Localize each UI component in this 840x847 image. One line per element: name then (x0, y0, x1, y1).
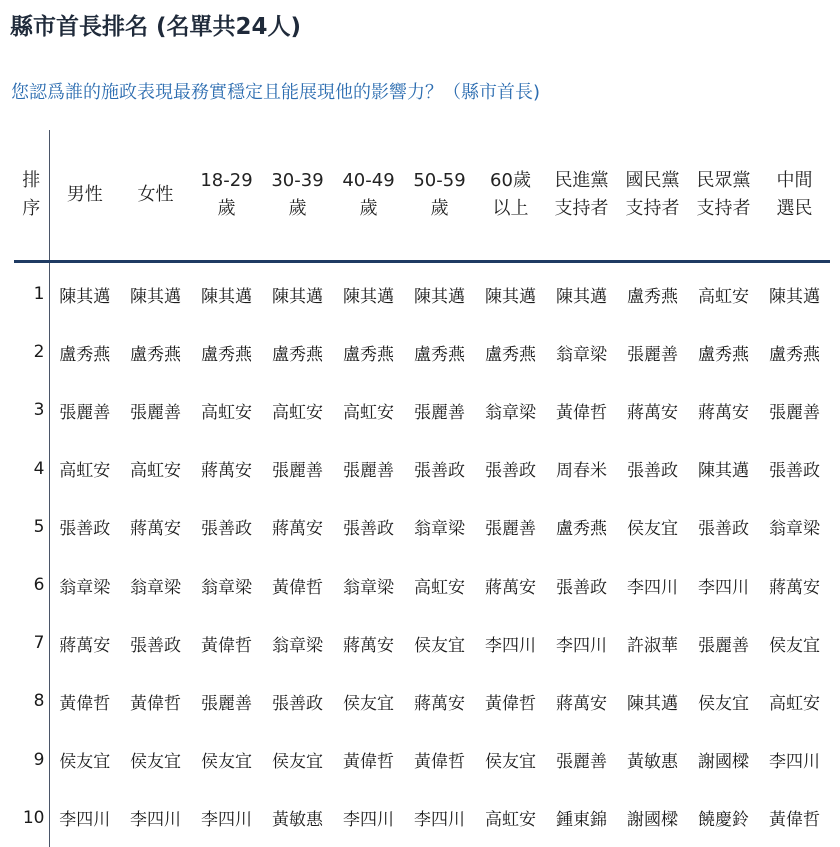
header-line: 60歲 (490, 170, 531, 191)
name-cell: 張麗善 (59, 402, 111, 423)
name-cell: 高虹安 (414, 577, 465, 598)
name-cell: 張善政 (59, 519, 111, 540)
rank-column-header (14, 130, 49, 262)
name-cell: 侯友宜 (272, 752, 323, 773)
column-header (759, 130, 830, 262)
name-cell: 侯友宜 (201, 752, 252, 773)
header-line: 女性 (137, 184, 174, 205)
name-cell: 李四川 (59, 810, 111, 831)
name-cell: 黃偉哲 (201, 635, 252, 656)
name-cell: 張麗善 (201, 693, 252, 714)
name-cell: 黃偉哲 (343, 752, 394, 773)
name-cell: 張麗善 (698, 635, 749, 656)
header-line: 國民黨 (625, 170, 680, 191)
rank-number: 9 (14, 731, 49, 789)
name-cell: 蔣萬安 (343, 635, 394, 656)
rank-number: 5 (14, 498, 49, 556)
name-cell: 李四川 (698, 577, 749, 598)
name-cell: 陳其邁 (556, 286, 607, 307)
header-line: 50-59 (413, 170, 466, 191)
name-cell: 陳其邁 (59, 286, 111, 307)
name-cell: 侯友宜 (627, 519, 678, 540)
rank-number: 4 (14, 440, 49, 498)
name-cell: 周春米 (556, 461, 607, 482)
name-cell: 黃偉哲 (272, 577, 323, 598)
column-header (617, 130, 688, 262)
column-header (688, 130, 759, 262)
name-cell: 陳其邁 (698, 461, 749, 482)
name-cell: 許淑華 (627, 635, 678, 656)
header-line: 中間 (776, 170, 813, 191)
name-cell: 謝國樑 (698, 752, 749, 773)
name-cell: 高虹安 (59, 461, 111, 482)
table-body (14, 262, 830, 847)
rank-number: 10 (14, 789, 49, 847)
name-cell: 黃敏惠 (627, 752, 678, 773)
name-cell: 張善政 (769, 461, 820, 482)
name-cell: 李四川 (414, 810, 465, 831)
header-line: 30-39 (271, 170, 324, 191)
name-cell: 張善政 (414, 461, 465, 482)
rank-number: 3 (14, 381, 49, 439)
name-cell: 李四川 (201, 810, 252, 831)
column-header (262, 130, 333, 262)
rank-number: 7 (14, 614, 49, 672)
name-cell: 蔣萬安 (627, 402, 678, 423)
name-cell: 張麗善 (130, 402, 181, 423)
column-header (49, 130, 120, 262)
name-cell: 侯友宜 (414, 635, 465, 656)
page-title: 縣市首長排名 (名單共24人) (10, 14, 302, 40)
column-header (475, 130, 546, 262)
name-cell: 侯友宜 (485, 752, 536, 773)
name-cell: 高虹安 (698, 286, 749, 307)
name-cell: 蔣萬安 (698, 402, 749, 423)
name-cell: 翁章梁 (272, 635, 323, 656)
header-line: 民進黨 (554, 170, 609, 191)
name-cell: 高虹安 (769, 693, 820, 714)
name-cell: 黃偉哲 (414, 752, 465, 773)
name-cell: 陳其邁 (201, 286, 252, 307)
table-header (14, 130, 830, 262)
header-line: 歲 (288, 198, 307, 219)
rank-number: 1 (14, 262, 49, 324)
name-cell: 張善政 (556, 577, 607, 598)
name-cell: 張善政 (130, 635, 181, 656)
name-cell: 盧秀燕 (627, 286, 678, 307)
name-cell: 陳其邁 (414, 286, 465, 307)
name-cell: 陳其邁 (769, 286, 820, 307)
name-cell: 謝國樑 (627, 810, 678, 831)
table-row (14, 498, 830, 556)
rank-number: 6 (14, 556, 49, 614)
name-cell: 盧秀燕 (343, 344, 394, 365)
header-line: 18-29 (200, 170, 253, 191)
header-line: 選民 (776, 198, 813, 219)
name-cell: 蔣萬安 (769, 577, 820, 598)
name-cell: 黃偉哲 (556, 402, 607, 423)
ranking-table (14, 130, 830, 847)
name-cell: 侯友宜 (343, 693, 394, 714)
name-cell: 蔣萬安 (272, 519, 323, 540)
name-cell: 陳其邁 (130, 286, 181, 307)
header-line: 40-49 (342, 170, 395, 191)
name-cell: 蔣萬安 (201, 461, 252, 482)
name-cell: 侯友宜 (698, 693, 749, 714)
header-line: 歲 (430, 198, 449, 219)
header-row (14, 130, 830, 262)
table-row (14, 789, 830, 847)
name-cell: 饒慶鈴 (698, 810, 749, 831)
name-cell: 盧秀燕 (769, 344, 820, 365)
table-row (14, 672, 830, 730)
name-cell: 侯友宜 (59, 752, 111, 773)
name-cell: 盧秀燕 (698, 344, 749, 365)
name-cell: 高虹安 (130, 461, 181, 482)
name-cell: 黃偉哲 (485, 693, 536, 714)
table-row (14, 262, 830, 324)
name-cell: 翁章梁 (130, 577, 181, 598)
name-cell: 盧秀燕 (414, 344, 465, 365)
name-cell: 蔣萬安 (556, 693, 607, 714)
header-line: 歲 (359, 198, 378, 219)
name-cell: 高虹安 (485, 810, 536, 831)
name-cell: 翁章梁 (201, 577, 252, 598)
name-cell: 蔣萬安 (485, 577, 536, 598)
rank-number: 2 (14, 323, 49, 381)
name-cell: 張麗善 (272, 461, 323, 482)
name-cell: 翁章梁 (485, 402, 536, 423)
name-cell: 陳其邁 (272, 286, 323, 307)
name-cell: 鍾東錦 (556, 810, 607, 831)
name-cell: 張善政 (698, 519, 749, 540)
name-cell: 李四川 (485, 635, 536, 656)
name-cell: 張善政 (343, 519, 394, 540)
header-line: 民眾黨 (696, 170, 751, 191)
column-header (333, 130, 404, 262)
name-cell: 張麗善 (414, 402, 465, 423)
name-cell: 陳其邁 (343, 286, 394, 307)
table-row (14, 381, 830, 439)
name-cell: 張善政 (485, 461, 536, 482)
column-header (404, 130, 475, 262)
name-cell: 盧秀燕 (59, 344, 111, 365)
name-cell: 黃偉哲 (59, 693, 111, 714)
name-cell: 陳其邁 (627, 693, 678, 714)
column-header (191, 130, 262, 262)
name-cell: 高虹安 (201, 402, 252, 423)
name-cell: 黃偉哲 (769, 810, 820, 831)
name-cell: 翁章梁 (556, 344, 607, 365)
name-cell: 翁章梁 (343, 577, 394, 598)
name-cell: 張麗善 (627, 344, 678, 365)
header-line: 支持者 (554, 198, 609, 219)
name-cell: 陳其邁 (485, 286, 536, 307)
name-cell: 李四川 (769, 752, 820, 773)
header-line: 支持者 (696, 198, 751, 219)
name-cell: 張麗善 (485, 519, 536, 540)
table-row (14, 323, 830, 381)
name-cell: 翁章梁 (769, 519, 820, 540)
name-cell: 侯友宜 (769, 635, 820, 656)
name-cell: 盧秀燕 (556, 519, 607, 540)
survey-question: 您認爲誰的施政表現最務實穩定且能展現他的影響力？（縣市首長) (11, 82, 541, 103)
table-row (14, 614, 830, 672)
name-cell: 張善政 (627, 461, 678, 482)
name-cell: 蔣萬安 (130, 519, 181, 540)
name-cell: 黃敏惠 (272, 810, 323, 831)
name-cell: 高虹安 (343, 402, 394, 423)
name-cell: 蔣萬安 (59, 635, 111, 656)
header-line: 序 (22, 198, 41, 219)
name-cell: 高虹安 (272, 402, 323, 423)
name-cell: 張麗善 (343, 461, 394, 482)
name-cell: 張麗善 (556, 752, 607, 773)
name-cell: 翁章梁 (59, 577, 111, 598)
header-line: 支持者 (625, 198, 680, 219)
column-header (546, 130, 617, 262)
name-cell: 黃偉哲 (130, 693, 181, 714)
name-cell: 李四川 (556, 635, 607, 656)
name-cell: 盧秀燕 (130, 344, 181, 365)
name-cell: 張麗善 (769, 402, 820, 423)
table-row (14, 731, 830, 789)
name-cell: 翁章梁 (414, 519, 465, 540)
header-line: 排 (22, 170, 41, 191)
table-row (14, 556, 830, 614)
header-line: 以上 (492, 198, 529, 219)
name-cell: 蔣萬安 (414, 693, 465, 714)
header-line: 歲 (217, 198, 236, 219)
name-cell: 盧秀燕 (485, 344, 536, 365)
name-cell: 李四川 (627, 577, 678, 598)
header-line: 男性 (66, 184, 103, 205)
name-cell: 李四川 (130, 810, 181, 831)
column-header (120, 130, 191, 262)
name-cell: 張善政 (272, 693, 323, 714)
name-cell: 盧秀燕 (201, 344, 252, 365)
name-cell: 張善政 (201, 519, 252, 540)
name-cell: 盧秀燕 (272, 344, 323, 365)
name-cell: 李四川 (343, 810, 394, 831)
table-row (14, 440, 830, 498)
name-cell: 侯友宜 (130, 752, 181, 773)
rank-number: 8 (14, 672, 49, 730)
